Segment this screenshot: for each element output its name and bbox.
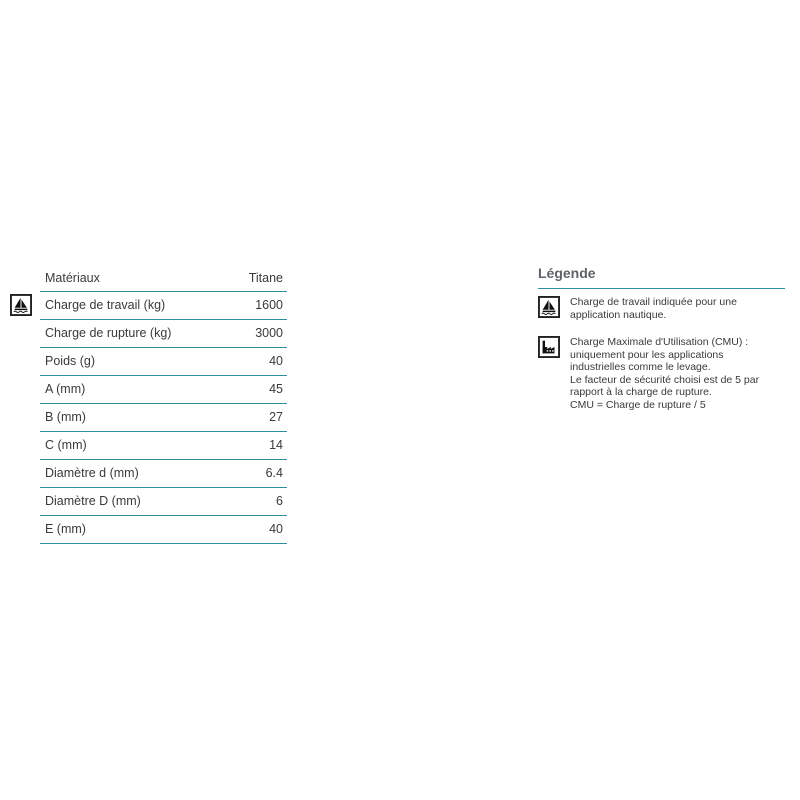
table-row [40,432,287,460]
table-row [40,488,287,516]
legend-panel [538,265,785,411]
row-value: 27 [269,410,283,424]
row-label: Diamètre D (mm) [45,494,141,508]
specifications-table [40,265,287,544]
table-row [40,460,287,488]
row-label: Charge de rupture (kg) [45,326,172,340]
row-label: C (mm) [45,438,87,452]
row-value: 1600 [255,298,283,312]
header-value: Titane [248,271,283,285]
row-label: E (mm) [45,522,86,536]
legend-item [538,296,785,321]
legend-item-text: Charge de travail indiquée pour une application nautique. [570,296,737,321]
table-row [40,404,287,432]
legend-item [538,336,785,411]
sailboat-icon [10,294,32,316]
row-label: A (mm) [45,382,86,396]
legend-item-text: Charge Maximale d'Utilisation (CMU) : uniquement pour les applications industrielles comme le levage. Le facteur de sécurité choisi est de 5 par rapport à la charge de rupture. CMU = Charge de rupture / 5 [570,336,760,411]
row-value: 3000 [255,326,283,340]
row-value: 40 [269,354,283,368]
row-label: B (mm) [45,410,86,424]
legend-title: Légende [538,265,785,289]
table-row [40,376,287,404]
row-value: 14 [269,438,283,452]
row-value: 6 [276,494,283,508]
table-header-row [40,265,287,292]
row-label: Poids (g) [45,354,96,368]
table-row [40,292,287,320]
row-value: 6.4 [265,466,283,480]
row-value: 40 [269,522,283,536]
table-row [40,516,287,544]
row-label: Diamètre d (mm) [45,466,139,480]
header-label: Matériaux [45,271,100,285]
row-label: Charge de travail (kg) [45,298,166,312]
table-row [40,320,287,348]
row-value: 45 [269,382,283,396]
table-row [40,348,287,376]
